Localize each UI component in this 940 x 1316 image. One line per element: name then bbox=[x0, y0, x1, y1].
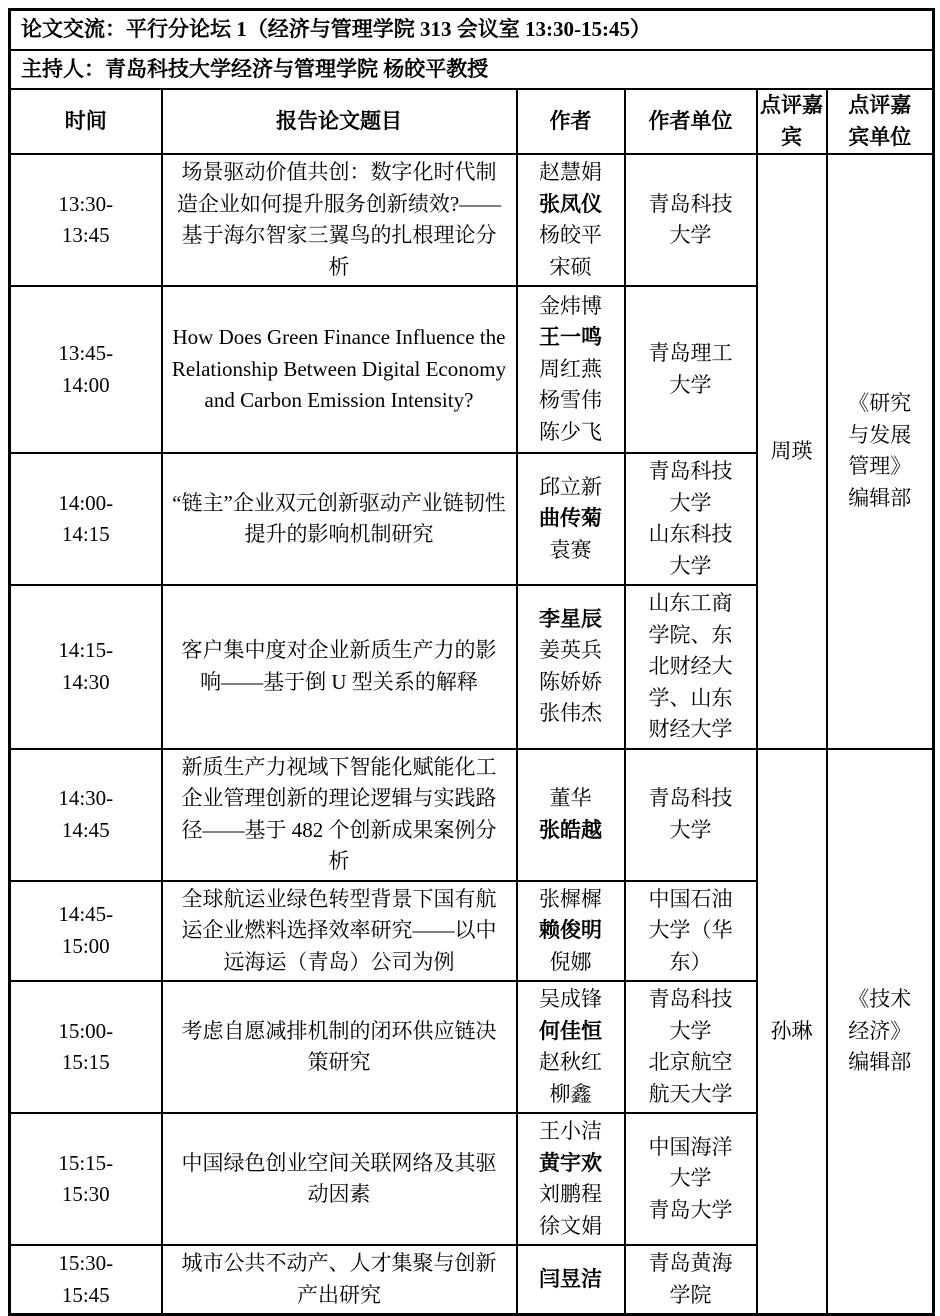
reviewer-unit-cell: 《技术经济》编辑部 bbox=[827, 749, 934, 1315]
author-name: 杨雪伟 bbox=[539, 388, 602, 413]
affiliation-name: 青岛大学 bbox=[648, 1197, 733, 1222]
time-line: 14:30- bbox=[58, 786, 114, 810]
affiliation-name: 中国海洋大学 bbox=[648, 1134, 733, 1191]
session-host: 主持人：青岛科技大学经济与管理学院 杨皎平教授 bbox=[10, 50, 934, 90]
affiliation-cell bbox=[625, 981, 757, 1113]
affiliation-name: 青岛科技大学 bbox=[648, 987, 733, 1043]
author-name: 赵慧娟 bbox=[539, 160, 602, 184]
paper-row bbox=[10, 154, 934, 286]
time-line: 15:00- bbox=[58, 1018, 114, 1043]
author-name: 柳鑫 bbox=[549, 1081, 592, 1106]
col-header-title: 报告论文题目 bbox=[162, 89, 517, 154]
reviewer-cell: 周瑛 bbox=[757, 154, 827, 749]
time-line: 14:45- bbox=[58, 902, 114, 927]
author-name: 周红燕 bbox=[539, 356, 602, 381]
authors-cell bbox=[517, 154, 625, 286]
time-line: 15:15 bbox=[61, 1050, 110, 1074]
reviewer-cell: 孙琳 bbox=[757, 749, 827, 1315]
author-name: 宋硕 bbox=[549, 254, 592, 279]
author-name: 袁赛 bbox=[549, 537, 592, 562]
time-line: 15:00 bbox=[61, 933, 110, 958]
paper-title-cell: 中国绿色创业空间关联网络及其驱动因素 bbox=[162, 1113, 517, 1245]
affiliation-cell bbox=[625, 1113, 757, 1245]
time-line: 15:30- bbox=[58, 1251, 114, 1275]
author-name: 刘鹏程 bbox=[539, 1182, 602, 1206]
author-name: 陈少飞 bbox=[539, 419, 602, 444]
author-name: 王小洁 bbox=[539, 1119, 602, 1143]
affiliation-name: 青岛科技大学 bbox=[648, 459, 733, 515]
time-line: 13:45- bbox=[58, 341, 114, 365]
author-name: 王一鸣 bbox=[539, 325, 602, 350]
col-header-reviewer: 点评嘉宾 bbox=[757, 89, 827, 154]
author-name: 姜英兵 bbox=[539, 638, 602, 663]
affiliation-name: 青岛理工大学 bbox=[648, 341, 733, 397]
time-line: 14:15- bbox=[58, 638, 114, 663]
affiliation-name: 中国石油大学（华东） bbox=[648, 886, 733, 974]
paper-title-cell: “链主”企业双元创新驱动产业链韧性提升的影响机制研究 bbox=[162, 453, 517, 585]
author-name: 张伟杰 bbox=[539, 701, 602, 726]
paper-title-cell: 场景驱动价值共创：数字化时代制造企业如何提升服务创新绩效?——基于海尔智家三翼鸟的扎根理论分析 bbox=[162, 154, 517, 286]
author-name: 金炜博 bbox=[539, 293, 602, 318]
author-name: 董华 bbox=[549, 786, 592, 810]
time-line: 15:30 bbox=[61, 1182, 110, 1206]
author-name: 黄宇欢 bbox=[539, 1150, 602, 1175]
time-cell bbox=[10, 154, 162, 286]
authors-cell bbox=[517, 453, 625, 585]
affiliation-name: 青岛黄海学院 bbox=[648, 1251, 733, 1307]
affiliation-name: 青岛科技大学 bbox=[648, 786, 733, 842]
time-line: 14:00- bbox=[58, 490, 114, 515]
col-header-affiliation: 作者单位 bbox=[625, 89, 757, 154]
affiliation-cell bbox=[625, 154, 757, 286]
time-line: 14:45 bbox=[61, 817, 110, 842]
authors-cell bbox=[517, 881, 625, 982]
paper-title-cell: 客户集中度对企业新质生产力的影响——基于倒 U 型关系的解释 bbox=[162, 585, 517, 749]
affiliation-name: 山东科技大学 bbox=[648, 522, 733, 578]
time-cell bbox=[10, 1113, 162, 1245]
document-page bbox=[0, 8, 940, 1307]
col-header-reviewer-unit: 点评嘉宾单位 bbox=[827, 89, 934, 154]
time-line: 15:45 bbox=[61, 1282, 110, 1307]
author-name: 赵秋红 bbox=[539, 1050, 602, 1074]
paper-title-cell: 新质生产力视域下智能化赋能化工企业管理创新的理论逻辑与实践路径——基于 482 个创新成果案例分析 bbox=[162, 749, 517, 881]
affiliation-cell bbox=[625, 1245, 757, 1315]
authors-cell bbox=[517, 1245, 625, 1315]
author-name: 张樨樨 bbox=[539, 886, 602, 911]
author-name: 赖俊明 bbox=[539, 918, 602, 942]
time-cell bbox=[10, 286, 162, 453]
author-name: 徐文娟 bbox=[539, 1213, 602, 1238]
time-line: 14:15 bbox=[61, 522, 110, 546]
authors-cell bbox=[517, 1113, 625, 1245]
affiliation-cell bbox=[625, 585, 757, 749]
authors-cell bbox=[517, 749, 625, 881]
affiliation-name: 山东工商学院、东北财经大学、山东财经大学 bbox=[648, 591, 733, 741]
author-name: 陈娇娇 bbox=[539, 669, 602, 694]
affiliation-cell bbox=[625, 286, 757, 453]
time-line: 13:45 bbox=[61, 223, 110, 247]
authors-cell bbox=[517, 286, 625, 453]
paper-title-cell: How Does Green Finance Influence the Relationship Between Digital Economy and Carbon Emission Intensity? bbox=[162, 286, 517, 453]
session-title: 论文交流：平行分论坛 1（经济与管理学院 313 会议室 13:30-15:45） bbox=[10, 10, 934, 50]
reviewer-unit-cell: 《研究与发展管理》编辑部 bbox=[827, 154, 934, 749]
time-cell bbox=[10, 453, 162, 585]
paper-row bbox=[10, 749, 934, 881]
session-host-row bbox=[10, 50, 934, 90]
time-cell bbox=[10, 585, 162, 749]
time-line: 13:30- bbox=[58, 191, 114, 216]
schedule-table bbox=[8, 8, 935, 1316]
col-header-authors: 作者 bbox=[517, 89, 625, 154]
author-name: 张皓越 bbox=[539, 817, 602, 842]
authors-cell bbox=[517, 585, 625, 749]
affiliation-name: 青岛科技大学 bbox=[648, 191, 733, 247]
author-name: 杨皎平 bbox=[539, 223, 602, 247]
time-cell bbox=[10, 749, 162, 881]
time-cell bbox=[10, 981, 162, 1113]
affiliation-cell bbox=[625, 881, 757, 982]
author-name: 倪娜 bbox=[549, 949, 592, 974]
time-cell bbox=[10, 1245, 162, 1315]
column-header-row bbox=[10, 89, 934, 154]
time-line: 15:15- bbox=[58, 1150, 114, 1175]
author-name: 张凤仪 bbox=[539, 191, 602, 216]
session-title-row bbox=[10, 10, 934, 50]
authors-cell bbox=[517, 981, 625, 1113]
paper-title-cell: 城市公共不动产、人才集聚与创新产出研究 bbox=[162, 1245, 517, 1315]
time-line: 14:00 bbox=[61, 372, 110, 397]
affiliation-name: 北京航空航天大学 bbox=[648, 1050, 733, 1106]
author-name: 邱立新 bbox=[539, 474, 602, 499]
time-line: 14:30 bbox=[61, 669, 110, 694]
author-name: 曲传菊 bbox=[539, 506, 602, 531]
paper-title-cell: 全球航运业绿色转型背景下国有航运企业燃料选择效率研究——以中远海运（青岛）公司为例 bbox=[162, 881, 517, 982]
author-name: 李星辰 bbox=[539, 606, 602, 631]
author-name: 吴成锋 bbox=[539, 987, 602, 1011]
col-header-time: 时间 bbox=[10, 89, 162, 154]
paper-title-cell: 考虑自愿减排机制的闭环供应链决策研究 bbox=[162, 981, 517, 1113]
affiliation-cell bbox=[625, 749, 757, 881]
affiliation-cell bbox=[625, 453, 757, 585]
author-name: 闫昱洁 bbox=[539, 1266, 602, 1291]
author-name: 何佳恒 bbox=[539, 1018, 602, 1043]
time-cell bbox=[10, 881, 162, 982]
